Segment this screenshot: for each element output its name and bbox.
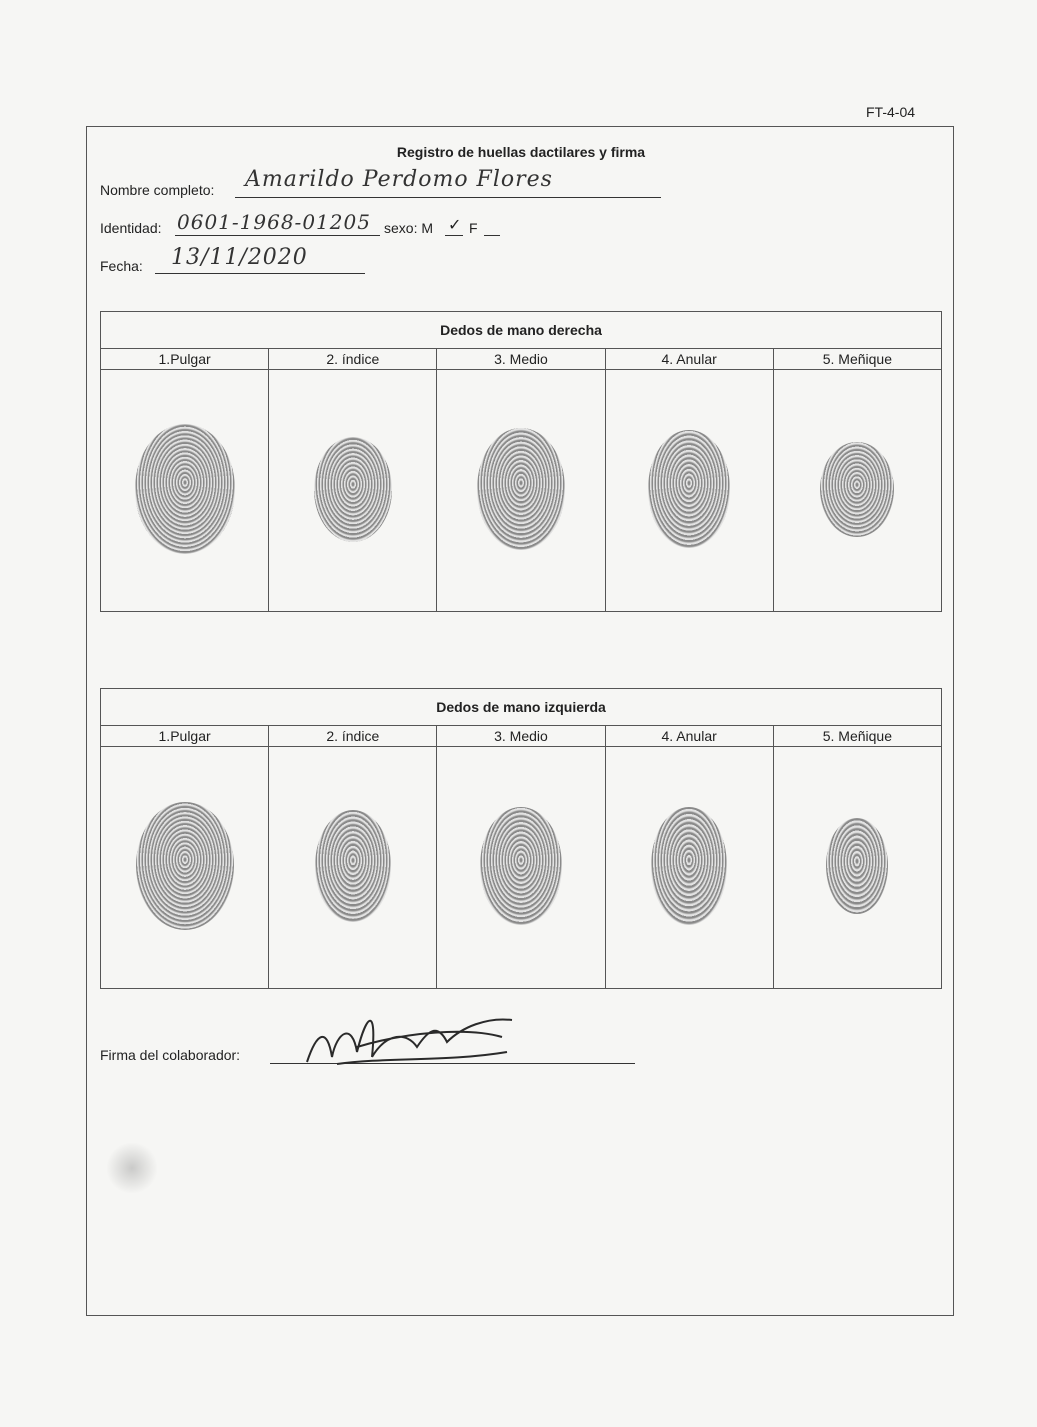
sexo-f-label: F — [469, 220, 478, 236]
fingerprint-image — [477, 428, 565, 550]
fingerprint-image — [315, 810, 391, 922]
fingerprint-image — [314, 437, 392, 542]
sexo-label: sexo: M — [384, 220, 434, 236]
fecha-value: 13/11/2020 — [171, 245, 308, 270]
fingerprint-image — [648, 430, 730, 548]
left-finger-label: 5. Meñique — [773, 726, 941, 747]
left-finger-label: 1.Pulgar — [101, 726, 269, 747]
left-hand-table — [100, 688, 942, 989]
left-little-print-cell — [773, 747, 941, 989]
identidad-label: Identidad: — [100, 220, 162, 236]
right-hand-table — [100, 311, 942, 612]
fingerprint-image — [136, 802, 234, 930]
fingerprint-image — [480, 807, 562, 925]
nombre-label: Nombre completo: — [100, 182, 215, 198]
left-middle-print-cell — [437, 747, 605, 989]
fingerprint-smudge — [106, 1142, 158, 1194]
fecha-label: Fecha: — [100, 258, 143, 274]
left-hand-title: Dedos de mano izquierda — [101, 689, 942, 726]
right-middle-print-cell — [437, 370, 605, 612]
fingerprint-image — [826, 818, 888, 914]
sexo-f-underline — [484, 235, 500, 236]
right-finger-label: 2. índice — [269, 349, 437, 370]
right-index-print-cell — [269, 370, 437, 612]
right-finger-label: 4. Anular — [605, 349, 773, 370]
nombre-underline — [235, 197, 661, 198]
right-finger-label: 5. Meñique — [773, 349, 941, 370]
right-little-print-cell — [773, 370, 941, 612]
identidad-underline — [175, 235, 380, 236]
signature-image — [297, 1002, 527, 1077]
left-index-print-cell — [269, 747, 437, 989]
fingerprint-image — [135, 424, 235, 554]
left-thumb-print-cell — [101, 747, 269, 989]
fecha-underline — [155, 273, 365, 274]
signature-label: Firma del colaborador: — [100, 1047, 241, 1063]
form-frame — [86, 126, 954, 1316]
right-finger-label: 3. Medio — [437, 349, 605, 370]
nombre-value: Amarildo Perdomo Flores — [245, 167, 553, 192]
fingerprint-image — [820, 442, 894, 537]
left-finger-label: 3. Medio — [437, 726, 605, 747]
identidad-value: 0601-1968-01205 — [177, 210, 371, 234]
right-finger-label: 1.Pulgar — [101, 349, 269, 370]
signature-stroke — [307, 1019, 512, 1064]
right-hand-title: Dedos de mano derecha — [101, 312, 942, 349]
left-finger-label: 4. Anular — [605, 726, 773, 747]
fingerprint-image — [651, 807, 727, 925]
document-code: FT-4-04 — [866, 104, 916, 120]
right-ring-print-cell — [605, 370, 773, 612]
right-thumb-print-cell — [101, 370, 269, 612]
left-ring-print-cell — [605, 747, 773, 989]
left-finger-label: 2. índice — [269, 726, 437, 747]
sexo-m-checkmark: ✓ — [448, 217, 462, 234]
sexo-m-underline — [445, 235, 463, 236]
form-title: Registro de huellas dactilares y firma — [396, 144, 646, 160]
